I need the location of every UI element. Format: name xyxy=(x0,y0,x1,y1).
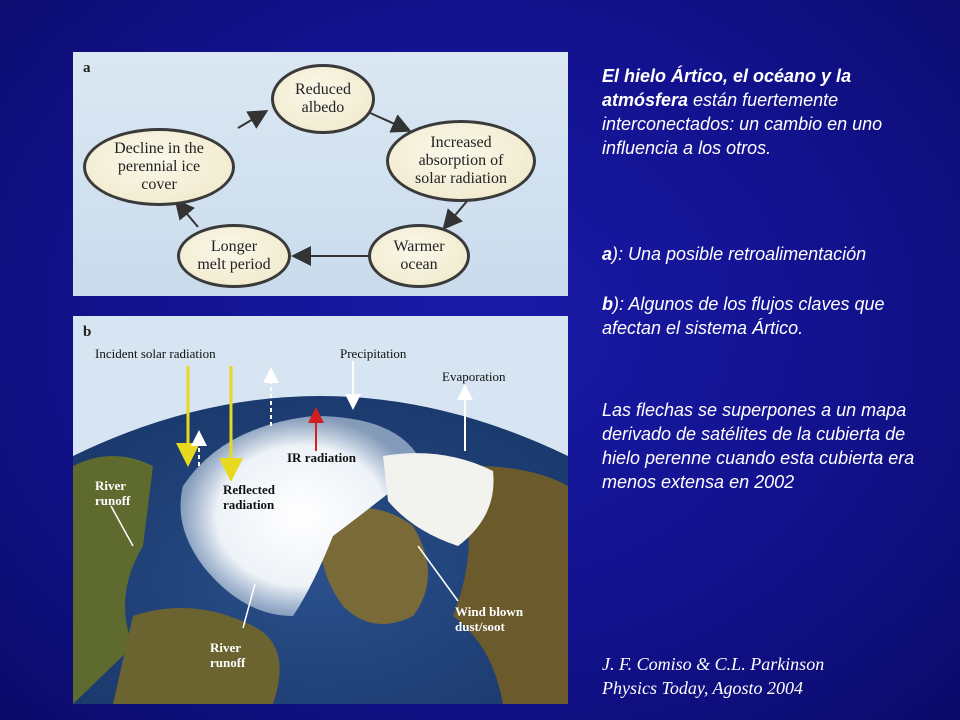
caption-b: b): Algunos de los flujos claves que afectan el sistema Ártico. xyxy=(602,294,885,338)
label-incident-solar-radiation: Incident solar radiation xyxy=(95,346,216,361)
label-river-runoff-2: River runoff xyxy=(210,640,246,670)
node-warmer-ocean: Warmer ocean xyxy=(368,224,470,288)
arrow-melt-to-decline xyxy=(177,202,198,227)
label-reflected-radiation: Reflected radiation xyxy=(223,482,275,512)
map-description: Las flechas se superpones a un mapa derivado de satélites de la cubierta de hielo perenne cuando esta cubierta era menos extensa en 2002 xyxy=(602,400,915,492)
label-wind-blown-dust: Wind blown dust/soot xyxy=(455,604,524,634)
arrow-albedo-to-absorption xyxy=(368,112,408,130)
panel-a-letter: a xyxy=(83,60,91,76)
node-increased-absorption: Increased absorption of solar radiation xyxy=(386,120,536,202)
feedback-diagram-panel xyxy=(73,52,568,296)
node-decline-perennial-ice: Decline in the perennial ice cover xyxy=(83,128,235,206)
intro-rest: están fuertemente interconectados: un cambio en uno influencia a los otros. xyxy=(602,90,883,158)
citation: J. F. Comiso & C.L. Parkinson Physics Today, Agosto 2004 xyxy=(602,654,825,698)
label-ir-radiation: IR radiation xyxy=(287,450,356,465)
node-reduced-albedo: Reduced albedo xyxy=(271,64,375,134)
arrow-decline-to-albedo xyxy=(238,112,265,128)
node-longer-melt-period: Longer melt period xyxy=(177,224,291,288)
caption-a: a): Una posible retroalimentación xyxy=(602,244,867,264)
intro-bold: El hielo Ártico, el océano y la atmósfera xyxy=(602,66,852,110)
label-evaporation: Evaporation xyxy=(442,369,506,384)
arrow-absorption-to-ocean xyxy=(445,200,468,227)
label-precipitation: Precipitation xyxy=(340,346,407,361)
intro-paragraph xyxy=(602,64,932,160)
panel-b-letter: b xyxy=(83,324,92,340)
arctic-map-panel xyxy=(73,316,568,704)
label-river-runoff-1: River runoff xyxy=(95,478,131,508)
